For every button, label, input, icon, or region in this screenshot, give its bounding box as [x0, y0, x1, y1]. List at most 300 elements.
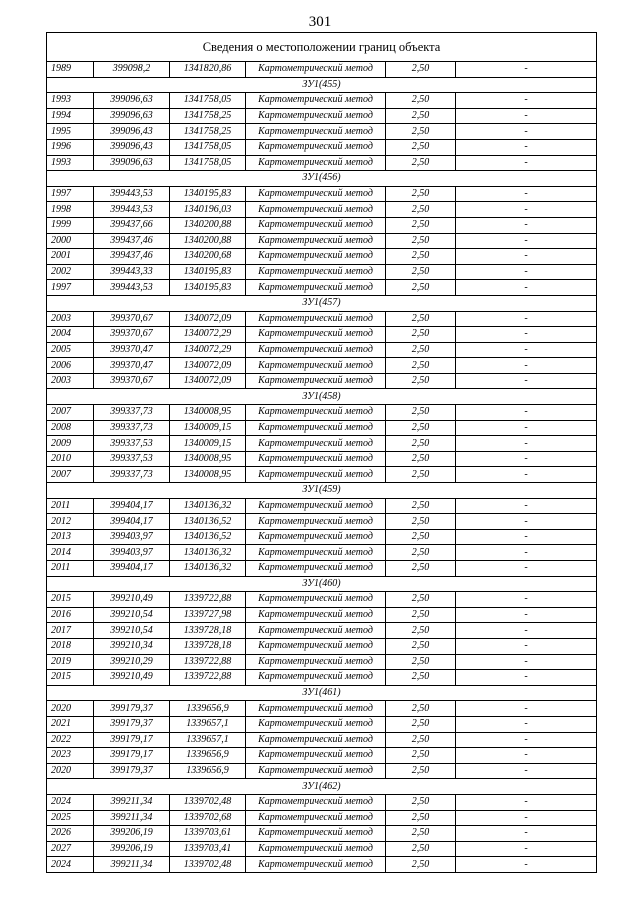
cell-coordinate-x: 399096,63 [94, 108, 170, 124]
cell-point-number: 1996 [47, 139, 94, 155]
cell-coordinate-y: 1340136,52 [170, 514, 246, 530]
table-row [47, 529, 597, 545]
table-row [47, 545, 597, 561]
cell-coordinate-y: 1339728,18 [170, 623, 246, 639]
cell-coordinate-y: 1340195,83 [170, 186, 246, 202]
cell-accuracy: 2,50 [386, 451, 456, 467]
cell-accuracy: 2,50 [386, 405, 456, 421]
cell-point-number: 2017 [47, 623, 94, 639]
cell-accuracy: 2,50 [386, 561, 456, 577]
cell-coordinate-x: 399403,97 [94, 545, 170, 561]
cell-point-number: 2003 [47, 373, 94, 389]
cell-accuracy: 2,50 [386, 155, 456, 171]
section-header-row [47, 389, 597, 405]
cell-coordinate-x: 399404,17 [94, 561, 170, 577]
cell-description: - [456, 732, 597, 748]
cell-coordinate-y: 1340200,88 [170, 217, 246, 233]
cell-coordinate-x: 399443,53 [94, 186, 170, 202]
table-row [47, 233, 597, 249]
cell-accuracy: 2,50 [386, 716, 456, 732]
table-row [47, 794, 597, 810]
cell-coordinate-y: 1341820,86 [170, 62, 246, 78]
cell-description: - [456, 498, 597, 514]
table-row [47, 638, 597, 654]
cell-method: Картометрический метод [246, 794, 386, 810]
cell-accuracy: 2,50 [386, 342, 456, 358]
cell-coordinate-x: 399179,37 [94, 763, 170, 779]
cell-coordinate-y: 1340072,09 [170, 358, 246, 374]
cell-coordinate-x: 399211,34 [94, 857, 170, 873]
cell-accuracy: 2,50 [386, 748, 456, 764]
cell-accuracy: 2,50 [386, 373, 456, 389]
cell-coordinate-x: 399210,29 [94, 654, 170, 670]
cell-point-number: 2015 [47, 592, 94, 608]
cell-method: Картометрический метод [246, 638, 386, 654]
cell-accuracy: 2,50 [386, 701, 456, 717]
cell-accuracy: 2,50 [386, 358, 456, 374]
cell-method: Картометрический метод [246, 592, 386, 608]
cell-coordinate-x: 399206,19 [94, 841, 170, 857]
cell-point-number: 2008 [47, 420, 94, 436]
cell-description: - [456, 249, 597, 265]
cell-method: Картометрический метод [246, 264, 386, 280]
cell-point-number: 2012 [47, 514, 94, 530]
cell-point-number: 1993 [47, 93, 94, 109]
cell-description: - [456, 139, 597, 155]
cell-description: - [456, 826, 597, 842]
cell-method: Картометрический метод [246, 311, 386, 327]
cell-accuracy: 2,50 [386, 311, 456, 327]
cell-description: - [456, 451, 597, 467]
cell-coordinate-x: 399210,49 [94, 670, 170, 686]
cell-method: Картометрический метод [246, 810, 386, 826]
cell-point-number: 2011 [47, 561, 94, 577]
cell-description: - [456, 529, 597, 545]
cell-coordinate-y: 1339656,9 [170, 763, 246, 779]
cell-method: Картометрический метод [246, 716, 386, 732]
cell-method: Картометрический метод [246, 514, 386, 530]
cell-point-number: 2011 [47, 498, 94, 514]
table-row [47, 124, 597, 140]
page-number: 301 [308, 14, 332, 30]
table-row [47, 93, 597, 109]
table-row [47, 716, 597, 732]
cell-coordinate-x: 399370,47 [94, 358, 170, 374]
cell-description: - [456, 607, 597, 623]
cell-coordinate-x: 399404,17 [94, 498, 170, 514]
cell-method: Картометрический метод [246, 405, 386, 421]
cell-description: - [456, 311, 597, 327]
cell-description: - [456, 405, 597, 421]
cell-coordinate-y: 1339702,48 [170, 794, 246, 810]
table-row [47, 280, 597, 296]
cell-point-number: 1993 [47, 155, 94, 171]
cell-point-number: 2016 [47, 607, 94, 623]
cell-description: - [456, 841, 597, 857]
cell-accuracy: 2,50 [386, 420, 456, 436]
cell-point-number: 2007 [47, 405, 94, 421]
section-header-row [47, 295, 597, 311]
cell-description: - [456, 794, 597, 810]
table-row [47, 701, 597, 717]
cell-description: - [456, 186, 597, 202]
cell-method: Картометрический метод [246, 498, 386, 514]
cell-coordinate-x: 399098,2 [94, 62, 170, 78]
cell-method: Картометрический метод [246, 249, 386, 265]
cell-description: - [456, 763, 597, 779]
cell-coordinate-y: 1339657,1 [170, 732, 246, 748]
cell-accuracy: 2,50 [386, 514, 456, 530]
section-label: ЗУ1(456) [47, 171, 597, 187]
cell-point-number: 2023 [47, 748, 94, 764]
section-header-row [47, 171, 597, 187]
cell-accuracy: 2,50 [386, 186, 456, 202]
cell-method: Картометрический метод [246, 763, 386, 779]
cell-coordinate-y: 1340136,32 [170, 545, 246, 561]
cell-accuracy: 2,50 [386, 794, 456, 810]
table-row [47, 311, 597, 327]
cell-coordinate-x: 399437,66 [94, 217, 170, 233]
cell-description: - [456, 327, 597, 343]
cell-description: - [456, 280, 597, 296]
cell-accuracy: 2,50 [386, 638, 456, 654]
cell-point-number: 2018 [47, 638, 94, 654]
cell-accuracy: 2,50 [386, 202, 456, 218]
cell-description: - [456, 124, 597, 140]
cell-point-number: 2009 [47, 436, 94, 452]
cell-coordinate-x: 399211,34 [94, 810, 170, 826]
cell-description: - [456, 467, 597, 483]
cell-point-number: 2021 [47, 716, 94, 732]
cell-coordinate-y: 1339656,9 [170, 701, 246, 717]
cell-coordinate-y: 1340008,95 [170, 405, 246, 421]
cell-accuracy: 2,50 [386, 436, 456, 452]
table-row [47, 467, 597, 483]
cell-point-number: 2006 [47, 358, 94, 374]
cell-coordinate-x: 399206,19 [94, 826, 170, 842]
cell-accuracy: 2,50 [386, 592, 456, 608]
cell-method: Картометрический метод [246, 202, 386, 218]
cell-method: Картометрический метод [246, 436, 386, 452]
cell-coordinate-y: 1340195,83 [170, 264, 246, 280]
cell-description: - [456, 654, 597, 670]
cell-coordinate-y: 1339656,9 [170, 748, 246, 764]
cell-coordinate-x: 399370,67 [94, 373, 170, 389]
cell-point-number: 2001 [47, 249, 94, 265]
cell-description: - [456, 108, 597, 124]
cell-coordinate-y: 1339722,88 [170, 670, 246, 686]
cell-coordinate-x: 399210,34 [94, 638, 170, 654]
cell-point-number: 2003 [47, 311, 94, 327]
cell-method: Картометрический метод [246, 280, 386, 296]
cell-point-number: 2022 [47, 732, 94, 748]
cell-accuracy: 2,50 [386, 327, 456, 343]
cell-method: Картометрический метод [246, 841, 386, 857]
cell-description: - [456, 342, 597, 358]
cell-point-number: 1989 [47, 62, 94, 78]
table-row [47, 451, 597, 467]
cell-accuracy: 2,50 [386, 857, 456, 873]
cell-coordinate-y: 1339722,88 [170, 592, 246, 608]
cell-point-number: 1998 [47, 202, 94, 218]
table-body [47, 33, 597, 873]
cell-coordinate-y: 1340008,95 [170, 467, 246, 483]
cell-coordinate-x: 399370,47 [94, 342, 170, 358]
cell-coordinate-y: 1341758,05 [170, 93, 246, 109]
cell-method: Картометрический метод [246, 732, 386, 748]
cell-coordinate-y: 1341758,25 [170, 108, 246, 124]
cell-coordinate-y: 1340072,09 [170, 311, 246, 327]
table-row [47, 748, 597, 764]
cell-point-number: 2005 [47, 342, 94, 358]
cell-coordinate-x: 399096,43 [94, 124, 170, 140]
table-row [47, 327, 597, 343]
cell-method: Картометрический метод [246, 467, 386, 483]
table-row [47, 358, 597, 374]
table-row [47, 826, 597, 842]
table-row [47, 561, 597, 577]
cell-description: - [456, 264, 597, 280]
cell-accuracy: 2,50 [386, 545, 456, 561]
cell-method: Картометрический метод [246, 373, 386, 389]
cell-coordinate-y: 1339703,41 [170, 841, 246, 857]
cell-description: - [456, 561, 597, 577]
cell-coordinate-x: 399437,46 [94, 249, 170, 265]
cell-coordinate-y: 1340136,32 [170, 561, 246, 577]
cell-coordinate-y: 1340195,83 [170, 280, 246, 296]
cell-accuracy: 2,50 [386, 732, 456, 748]
cell-method: Картометрический метод [246, 124, 386, 140]
cell-coordinate-x: 399179,17 [94, 732, 170, 748]
cell-coordinate-x: 399337,73 [94, 467, 170, 483]
cell-method: Картометрический метод [246, 670, 386, 686]
table-row [47, 420, 597, 436]
cell-coordinate-y: 1340072,09 [170, 373, 246, 389]
cell-coordinate-x: 399210,49 [94, 592, 170, 608]
table-row [47, 217, 597, 233]
cell-description: - [456, 592, 597, 608]
cell-method: Картометрический метод [246, 93, 386, 109]
cell-point-number: 2014 [47, 545, 94, 561]
cell-description: - [456, 436, 597, 452]
cell-description: - [456, 93, 597, 109]
cell-accuracy: 2,50 [386, 670, 456, 686]
cell-point-number: 2010 [47, 451, 94, 467]
cell-description: - [456, 638, 597, 654]
section-label: ЗУ1(461) [47, 685, 597, 701]
cell-coordinate-y: 1341758,25 [170, 124, 246, 140]
cell-coordinate-y: 1341758,05 [170, 155, 246, 171]
cell-method: Картометрический метод [246, 186, 386, 202]
cell-coordinate-y: 1339702,68 [170, 810, 246, 826]
cell-accuracy: 2,50 [386, 529, 456, 545]
table-row [47, 670, 597, 686]
cell-coordinate-x: 399211,34 [94, 794, 170, 810]
cell-description: - [456, 545, 597, 561]
cell-point-number: 2026 [47, 826, 94, 842]
boundary-coordinates-table [46, 32, 597, 873]
section-label: ЗУ1(462) [47, 779, 597, 795]
cell-coordinate-x: 399096,43 [94, 139, 170, 155]
cell-accuracy: 2,50 [386, 467, 456, 483]
cell-point-number: 1994 [47, 108, 94, 124]
cell-point-number: 2015 [47, 670, 94, 686]
cell-accuracy: 2,50 [386, 841, 456, 857]
cell-method: Картометрический метод [246, 654, 386, 670]
cell-point-number: 2020 [47, 763, 94, 779]
cell-accuracy: 2,50 [386, 498, 456, 514]
table-row [47, 155, 597, 171]
cell-accuracy: 2,50 [386, 249, 456, 265]
cell-method: Картометрический метод [246, 623, 386, 639]
cell-point-number: 2000 [47, 233, 94, 249]
cell-coordinate-y: 1341758,05 [170, 139, 246, 155]
cell-coordinate-x: 399443,53 [94, 202, 170, 218]
table-row [47, 342, 597, 358]
cell-coordinate-x: 399403,97 [94, 529, 170, 545]
cell-coordinate-y: 1339703,61 [170, 826, 246, 842]
cell-method: Картометрический метод [246, 607, 386, 623]
cell-accuracy: 2,50 [386, 139, 456, 155]
cell-coordinate-y: 1339722,88 [170, 654, 246, 670]
cell-method: Картометрический метод [246, 545, 386, 561]
table-row [47, 139, 597, 155]
cell-accuracy: 2,50 [386, 763, 456, 779]
table-row [47, 857, 597, 873]
cell-accuracy: 2,50 [386, 623, 456, 639]
cell-method: Картометрический метод [246, 420, 386, 436]
cell-accuracy: 2,50 [386, 654, 456, 670]
cell-point-number: 2025 [47, 810, 94, 826]
table-row [47, 108, 597, 124]
cell-coordinate-y: 1339728,18 [170, 638, 246, 654]
cell-coordinate-x: 399179,37 [94, 701, 170, 717]
cell-point-number: 1997 [47, 186, 94, 202]
cell-method: Картометрический метод [246, 857, 386, 873]
cell-coordinate-y: 1340072,29 [170, 327, 246, 343]
cell-coordinate-y: 1340200,68 [170, 249, 246, 265]
cell-method: Картометрический метод [246, 155, 386, 171]
cell-method: Картометрический метод [246, 529, 386, 545]
cell-description: - [456, 748, 597, 764]
cell-coordinate-x: 399404,17 [94, 514, 170, 530]
cell-accuracy: 2,50 [386, 810, 456, 826]
cell-coordinate-x: 399443,33 [94, 264, 170, 280]
table-row [47, 264, 597, 280]
cell-coordinate-x: 399096,63 [94, 155, 170, 171]
cell-point-number: 2024 [47, 857, 94, 873]
table-row [47, 607, 597, 623]
cell-method: Картометрический метод [246, 358, 386, 374]
cell-description: - [456, 701, 597, 717]
cell-point-number: 1997 [47, 280, 94, 296]
table-row [47, 436, 597, 452]
cell-point-number: 2007 [47, 467, 94, 483]
cell-accuracy: 2,50 [386, 93, 456, 109]
table-row [47, 373, 597, 389]
cell-description: - [456, 514, 597, 530]
section-label: ЗУ1(460) [47, 576, 597, 592]
cell-method: Картометрический метод [246, 451, 386, 467]
table-row [47, 841, 597, 857]
cell-description: - [456, 623, 597, 639]
cell-coordinate-x: 399337,53 [94, 451, 170, 467]
cell-coordinate-x: 399337,53 [94, 436, 170, 452]
cell-description: - [456, 857, 597, 873]
cell-point-number: 2004 [47, 327, 94, 343]
section-header-row [47, 685, 597, 701]
section-label: ЗУ1(457) [47, 295, 597, 311]
section-header-row [47, 779, 597, 795]
cell-method: Картометрический метод [246, 108, 386, 124]
table-row [47, 514, 597, 530]
cell-accuracy: 2,50 [386, 62, 456, 78]
cell-coordinate-x: 399179,37 [94, 716, 170, 732]
cell-accuracy: 2,50 [386, 217, 456, 233]
cell-coordinate-x: 399337,73 [94, 420, 170, 436]
cell-description: - [456, 810, 597, 826]
cell-point-number: 1995 [47, 124, 94, 140]
cell-point-number: 2024 [47, 794, 94, 810]
cell-coordinate-y: 1340200,88 [170, 233, 246, 249]
section-header-row [47, 576, 597, 592]
section-label: ЗУ1(458) [47, 389, 597, 405]
cell-accuracy: 2,50 [386, 607, 456, 623]
cell-point-number: 2013 [47, 529, 94, 545]
cell-point-number: 2020 [47, 701, 94, 717]
cell-method: Картометрический метод [246, 62, 386, 78]
cell-coordinate-y: 1340136,32 [170, 498, 246, 514]
table-row [47, 186, 597, 202]
cell-coordinate-y: 1340136,52 [170, 529, 246, 545]
cell-accuracy: 2,50 [386, 124, 456, 140]
cell-point-number: 1999 [47, 217, 94, 233]
table-title-row [47, 33, 597, 62]
table-row [47, 763, 597, 779]
cell-coordinate-y: 1340008,95 [170, 451, 246, 467]
cell-coordinate-y: 1340196,03 [170, 202, 246, 218]
cell-accuracy: 2,50 [386, 108, 456, 124]
cell-description: - [456, 155, 597, 171]
cell-coordinate-y: 1340009,15 [170, 436, 246, 452]
cell-method: Картометрический метод [246, 217, 386, 233]
cell-method: Картометрический метод [246, 233, 386, 249]
cell-coordinate-x: 399370,67 [94, 311, 170, 327]
table-row [47, 592, 597, 608]
cell-coordinate-x: 399337,73 [94, 405, 170, 421]
cell-description: - [456, 373, 597, 389]
cell-description: - [456, 358, 597, 374]
cell-point-number: 2027 [47, 841, 94, 857]
cell-coordinate-y: 1340009,15 [170, 420, 246, 436]
cell-coordinate-y: 1339727,98 [170, 607, 246, 623]
cell-method: Картометрический метод [246, 327, 386, 343]
cell-coordinate-y: 1340072,29 [170, 342, 246, 358]
table-row [47, 732, 597, 748]
cell-coordinate-x: 399096,63 [94, 93, 170, 109]
table-row [47, 202, 597, 218]
cell-accuracy: 2,50 [386, 233, 456, 249]
cell-description: - [456, 233, 597, 249]
cell-method: Картометрический метод [246, 748, 386, 764]
cell-description: - [456, 62, 597, 78]
cell-point-number: 2002 [47, 264, 94, 280]
cell-method: Картометрический метод [246, 561, 386, 577]
section-header-row [47, 483, 597, 499]
table-row [47, 498, 597, 514]
section-label: ЗУ1(459) [47, 483, 597, 499]
cell-coordinate-y: 1339657,1 [170, 716, 246, 732]
